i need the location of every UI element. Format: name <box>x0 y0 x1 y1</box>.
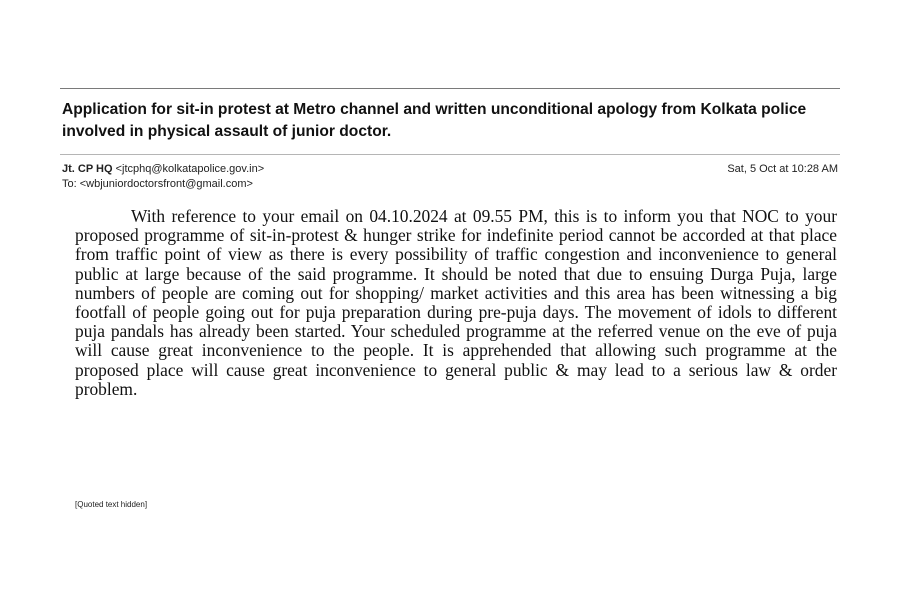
email-date: Sat, 5 Oct at 10:28 AM <box>727 163 838 175</box>
subject-divider <box>60 154 840 155</box>
recipient-label: To: <box>62 178 77 190</box>
sender-line <box>62 162 264 177</box>
recipient-line <box>62 177 253 192</box>
email-body: With reference to your email on 04.10.2024 at 09.55 PM, this is to inform you that NOC to your proposed programme of sit-in-protest & hunger strike for indefinite period cannot be accorded at that place from traffic point of view as there is every possibility of traffic congestion and inconvenience to general public at large because of the said programme. It should be noted that due to ensuing Durga Puja, large numbers of people are coming out for shopping/ market activities and this area has been witnessing a big footfall of people going out for puja preparation during pre-puja days. The movement of idols to different puja pandals has already been started. Your scheduled programme at the referred venue on the eve of puja will cause great inconvenience to the people. It is apprehended that allowing such programme at the proposed place will cause great inconvenience to general public & may lead to a serious law & order problem. <box>75 206 837 399</box>
quoted-text-toggle[interactable]: [Quoted text hidden] <box>75 500 148 509</box>
sender-address[interactable]: <jtcphq@kolkatapolice.gov.in> <box>115 163 265 175</box>
sender-name[interactable]: Jt. CP HQ <box>62 163 113 175</box>
email-subject: Application for sit-in protest at Metro channel and written unconditional apology from Kolkata police involved in physical assault of junior doctor. <box>62 101 807 140</box>
top-divider <box>60 88 840 89</box>
recipient-address[interactable]: <wbjuniordoctorsfront@gmail.com> <box>79 178 253 190</box>
